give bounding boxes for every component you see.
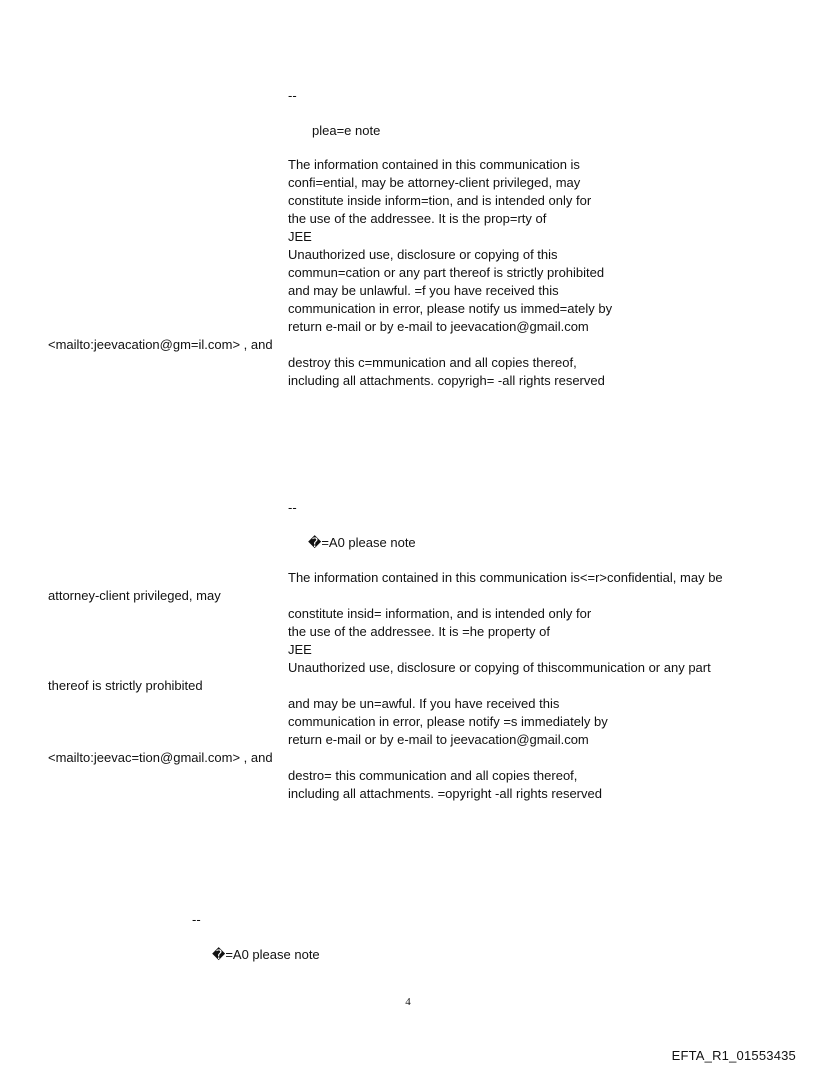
wrapped-line: attorney-client privileged, may xyxy=(48,588,221,603)
body-line: destroy this c=mmunication and all copies thereof, xyxy=(288,355,577,370)
separator: -- xyxy=(288,500,297,515)
body-line: confi=ential, may be attorney-client privileged, may xyxy=(288,175,581,190)
body-line: JEE xyxy=(288,642,312,657)
wrapped-line: thereof is strictly prohibited xyxy=(48,678,203,693)
page-number: 4 xyxy=(405,996,411,1008)
body-line: The information contained in this communication is xyxy=(288,157,580,172)
separator: -- xyxy=(288,88,297,103)
body-line: constitute insid= information, and is intended only for xyxy=(288,606,592,621)
body-line: and may be un=awful. If you have received this xyxy=(288,696,560,711)
body-line: The information contained in this communication is<=r>confidential, may be xyxy=(288,570,723,585)
body-line: return e-mail or by e-mail to jeevacation@gmail.com xyxy=(288,319,589,334)
body-line: commun=cation or any part thereof is strictly prohibited xyxy=(288,265,605,280)
body-line: the use of the addressee. It is =he property of xyxy=(288,624,550,639)
document-id: EFTA_R1_01553435 xyxy=(671,1048,796,1063)
body-line: the use of the addressee. It is the prop=rty of xyxy=(288,211,547,226)
body-line: return e-mail or by e-mail to jeevacation@gmail.com xyxy=(288,732,589,747)
body-line: Unauthorized use, disclosure or copying of this xyxy=(288,247,558,262)
body-line: and may be unlawful. =f you have received this xyxy=(288,283,559,298)
separator: -- xyxy=(192,912,201,927)
body-line: destro= this communication and all copies thereof, xyxy=(288,768,578,783)
body-line: communication in error, please notify =s immediately by xyxy=(288,714,608,729)
mailto-line: <mailto:jeevac=tion@gmail.com> , and xyxy=(48,750,273,765)
body-line: including all attachments. copyrigh= -all rights reserved xyxy=(288,373,605,388)
notice-heading: plea=e note xyxy=(312,123,381,138)
body-line: JEE xyxy=(288,229,312,244)
body-line: Unauthorized use, disclosure or copying of thiscommunication or any part xyxy=(288,660,711,675)
body-line: constitute inside inform=tion, and is intended only for xyxy=(288,193,592,208)
mailto-line: <mailto:jeevacation@gm=il.com> , and xyxy=(48,337,273,352)
body-line: communication in error, please notify us immed=ately by xyxy=(288,301,613,316)
body-line: including all attachments. =opyright -all rights reserved xyxy=(288,786,602,801)
notice-heading: �=A0 please note xyxy=(308,535,416,550)
notice-heading: �=A0 please note xyxy=(212,947,320,962)
